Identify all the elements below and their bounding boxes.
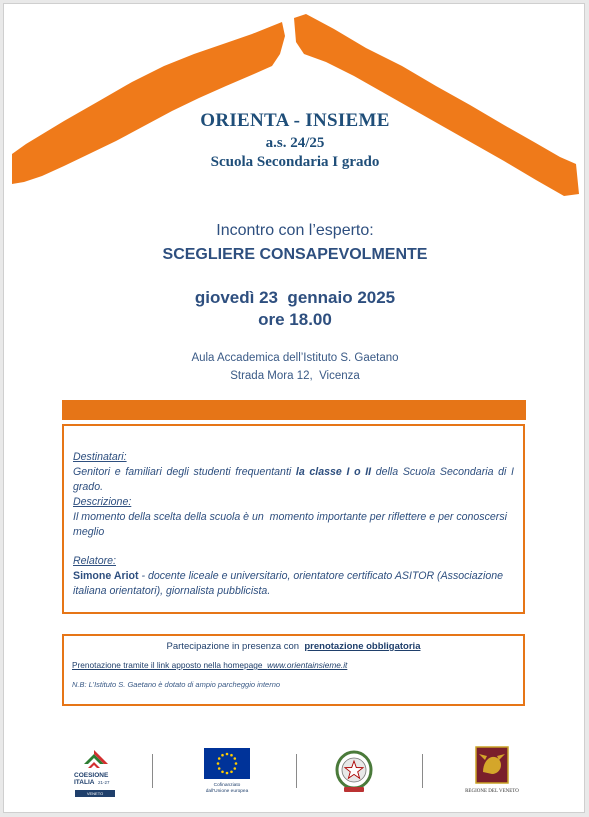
description-label: Descrizione:: [73, 496, 132, 508]
footer-logos: [4, 742, 585, 802]
italia-label: ITALIA: [74, 779, 95, 786]
event-topic: SCEGLIERE CONSAPEVOLMENTE: [162, 246, 428, 263]
italian-republic-emblem: [334, 748, 374, 794]
eu-flag-icon: [204, 748, 250, 779]
event-address: Strada Mora 12, Vicenza: [230, 370, 360, 382]
school-year: a.s. 24/25: [265, 135, 325, 151]
republic-emblem-icon: [334, 748, 374, 794]
recipients-text-part: Genitori e familiari degli studenti frequentanti: [73, 466, 296, 478]
website-link[interactable]: www.orientainsieme.it: [267, 660, 348, 670]
project-title: ORIENTA - INSIEME: [200, 110, 390, 131]
event-venue: Aula Accademica dell’Istituto S. Gaetano: [191, 352, 399, 364]
speaker-bio: - docente liceale e universitario, orientatore certificato ASITOR (Associazione italiana orientatori), giornalista pubblicista.: [73, 570, 504, 597]
recipients-label: Destinatari:: [73, 451, 127, 463]
orange-divider-bar: [62, 400, 526, 420]
speaker-name: Simone Ariot: [73, 570, 139, 582]
eu-logo: [197, 748, 257, 798]
mandatory-booking-link[interactable]: prenotazione obbligatoria: [304, 641, 421, 652]
eu-cofinanced-label: Cofinanziato: [213, 783, 241, 788]
event-intro: Incontro con l’esperto:: [216, 222, 374, 239]
speaker-text: [73, 569, 514, 599]
regione-veneto-logo: [460, 746, 530, 802]
coesione-label: COESIONE: [74, 772, 109, 779]
coesione-italia-logo: [70, 746, 120, 802]
poster-page: [3, 3, 585, 813]
coesione-region: VENETO: [75, 790, 115, 797]
description-text: Il momento della scelta della scuola è un momento importante per riflettere e per conoscersi meglio: [73, 511, 510, 538]
roof-graphic: [4, 4, 585, 204]
regione-label: REGIONE DEL VENETO: [465, 789, 519, 794]
parking-note: N.B: L’Istituto S. Gaetano è dotato di ampio parcheggio interno: [72, 680, 281, 689]
booking-line: [72, 641, 515, 652]
event-time: ore 18.00: [258, 310, 332, 329]
coesione-mark-icon: [70, 746, 120, 772]
booking-box: [62, 634, 525, 706]
recipients-text-part: della Scuola Secondaria di I grado.: [73, 466, 514, 493]
booking-instructions-prefix: Prenotazione tramite il link apposto nella homepage: [72, 660, 268, 670]
school-level: Scuola Secondaria I grado: [210, 154, 380, 170]
recipients-text: [73, 465, 514, 495]
booking-instructions: [72, 660, 515, 670]
booking-prefix: Partecipazione in presenza con: [166, 641, 305, 652]
logo-separator: [422, 754, 423, 788]
event-date: giovedì 23 gennaio 2025: [194, 288, 396, 307]
recipients-classes: la classe I o II: [295, 466, 372, 478]
logo-separator: [152, 754, 153, 788]
winged-lion-icon: [475, 746, 509, 784]
eu-union-label: dall'Unione europea: [205, 789, 249, 794]
coesione-years: 21-27: [98, 780, 110, 785]
speaker-label: Relatore:: [73, 555, 116, 567]
details-box: [62, 424, 525, 614]
logo-separator: [296, 754, 297, 788]
